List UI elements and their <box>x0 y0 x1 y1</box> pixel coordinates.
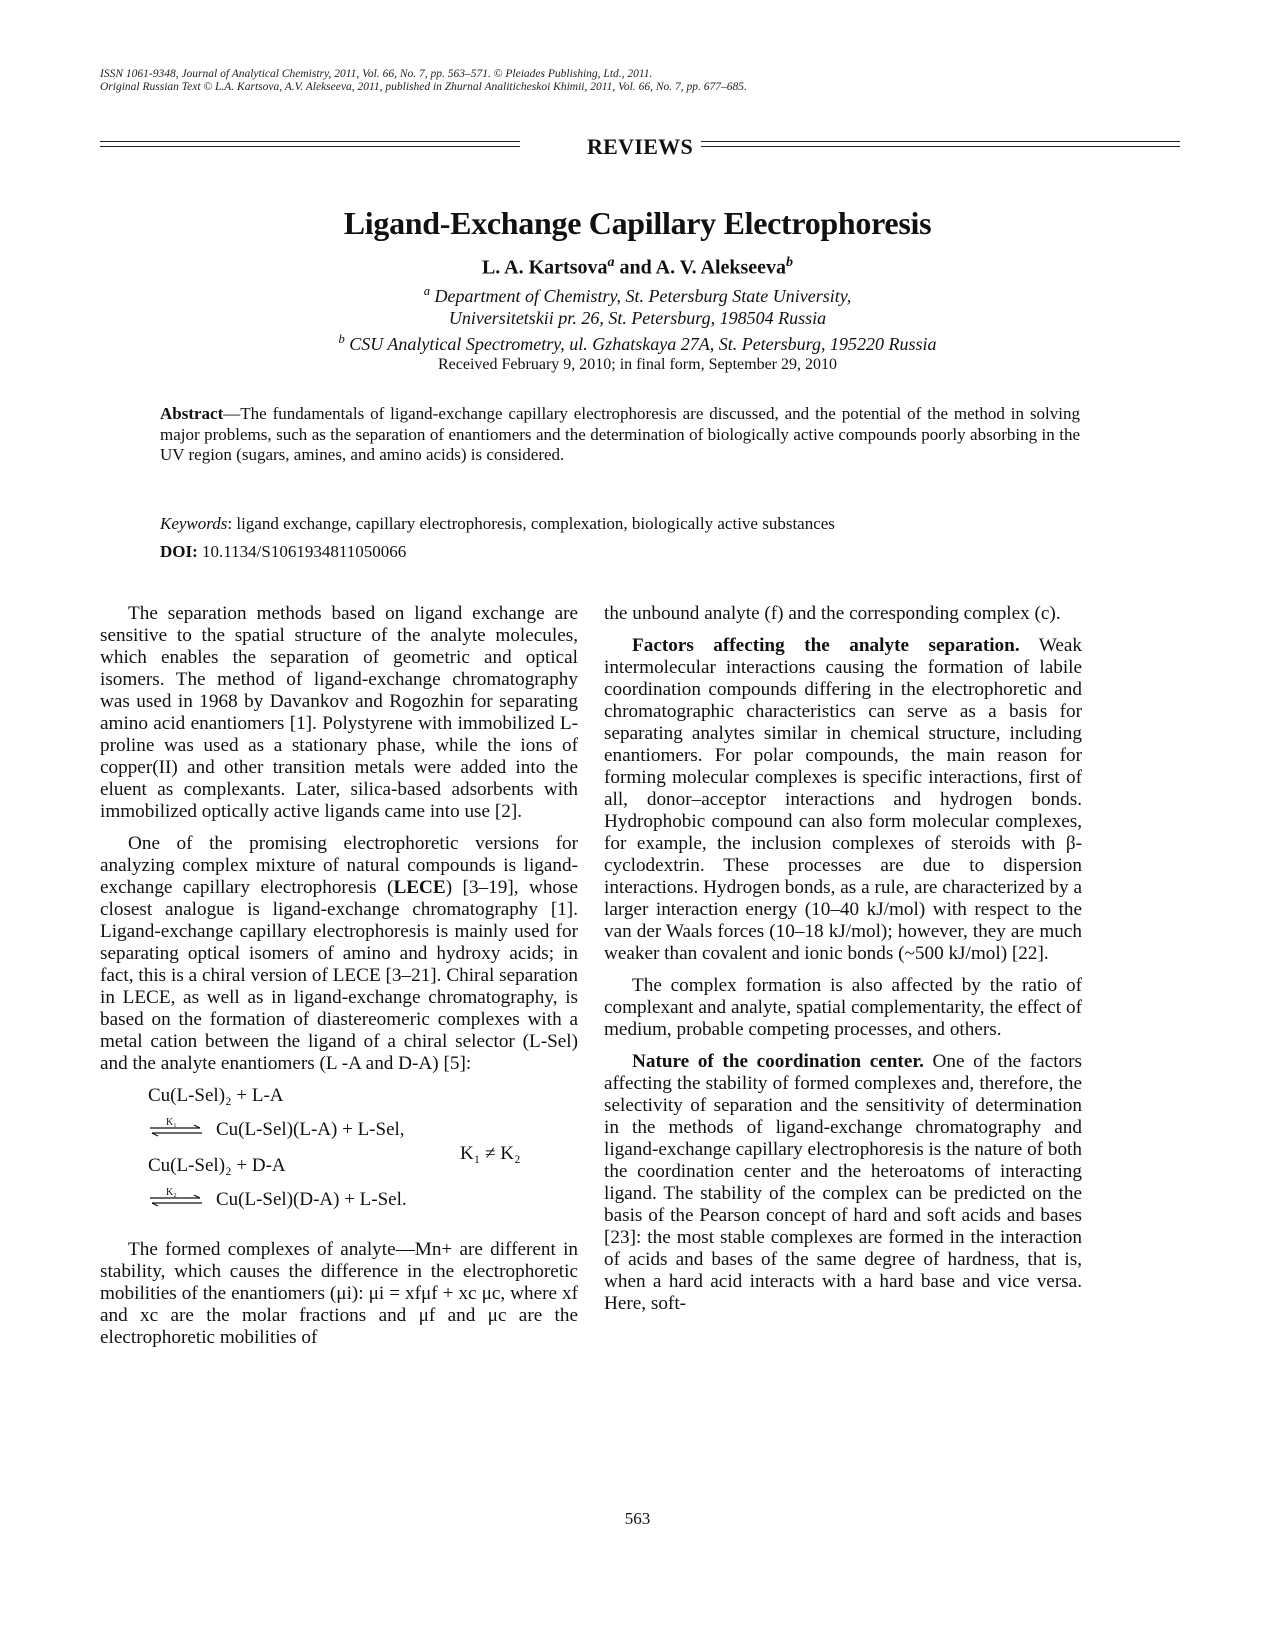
keywords-label: Keywords <box>160 514 228 533</box>
affiliation-b-mark: b <box>338 332 345 346</box>
double-rule-left <box>100 141 520 147</box>
affiliation-a-mark: a <box>423 284 430 298</box>
equilibrium-arrow-k2-icon <box>148 1186 204 1208</box>
affiliation-a-text: Department of Chemistry, St. Petersburg State University, <box>434 286 852 306</box>
paragraph-lece-part-2: ) [3–19], whose closest analogue is ligand-exchange chromatography [1]. Ligand-exchange capillary electrophoresis is mainly used for separating optical isomers of amino and hydroxy acids; in fact, this is a chiral version of LECE [3–21]. Chiral separation in LECE, as well as in ligand-exchange chromatography, is based on the formation of diastereomeric complexes with a metal cation between the ligand of a chiral selector (L-Sel) and the analyte enantiomers (L -A and D-A) [5]: <box>100 877 578 1074</box>
abstract <box>160 404 1080 466</box>
affiliation-a-line-2: Universitetskii pr. 26, St. Petersburg, 198504 Russia <box>448 308 827 328</box>
equation-line-1: Cu(L-Sel)₂ + L-A <box>148 1085 284 1106</box>
equilibrium-equation <box>100 1085 578 1227</box>
affiliation-b-line-1 <box>0 332 1275 355</box>
abstract-label: Abstract <box>160 404 224 423</box>
paragraph-continuation: the unbound analyte (f) and the corresponding complex (c). <box>604 603 1061 624</box>
equation-line-4-text: Cu(L-Sel)(D-A) + L-Sel. <box>216 1189 407 1210</box>
keywords-text: : ligand exchange, capillary electrophoresis, complexation, biologically active substances <box>227 514 835 533</box>
paragraph-coordination-center <box>604 1051 1082 1315</box>
paragraph-factors <box>604 635 1082 965</box>
paragraph-mobility: The formed complexes of analyte—Mn+ are different in stability, which causes the difference in the electrophoretic mobilities of the enantiomers (μi): μi = xfμf + xc μc, where xf and xc are the molar fractions and μf and μc are the electrophoretic mobilities of <box>100 1239 578 1348</box>
affiliation-a-line-1 <box>0 284 1275 307</box>
doi <box>160 542 406 562</box>
lece-abbreviation: LECE <box>393 877 446 898</box>
affiliation-b-text: CSU Analytical Spectrometry, ul. Gzhatskaya 27A, St. Petersburg, 195220 Russia <box>349 334 937 354</box>
author-first: L. A. Kartsova <box>481 256 608 279</box>
keywords <box>160 514 1120 534</box>
author-second: A. V. Alekseeva <box>655 256 787 279</box>
double-rule-right <box>652 141 1180 147</box>
equation-line-3: Cu(L-Sel)₂ + D-A <box>148 1155 286 1176</box>
received-dates: Received February 9, 2010; in final form, September 29, 2010 <box>437 356 837 373</box>
paragraph-lece <box>100 833 578 1075</box>
equilibrium-constant-k1: K₁ <box>166 1116 177 1128</box>
author-second-affiliation-mark: b <box>786 255 794 270</box>
section-title: REVIEWS <box>579 134 701 160</box>
paragraph-coordination-center-text: One of the factors affecting the stability of formed complexes and, therefore, the selectivity of separation and the sensitivity of determination in the methods of ligand-exchange chromatography and ligand-exchange capillary electrophoresis is the nature of both the coordination center and the heteroatoms of interacting ligand. The stability of the complex can be predicted on the basis of the Pearson concept of hard and soft acids and bases [23]: the most stable complexes are formed in the interaction of acids and bases of the same degree of hardness, that is, when a hard acid interacts with a hard base and vice versa. Here, soft- <box>604 1051 1082 1314</box>
header-line-2: Original Russian Text © L.A. Kartsova, A.V. Alekseeva, 2011, published in Zhurnal Analiticheskoi Khimii, 2011, Vol. 66, No. 7, pp. 677–685. <box>100 81 747 93</box>
equation-line-2 <box>148 1116 405 1141</box>
equation-line-2-text: Cu(L-Sel)(L-A) + L-Sel, <box>216 1119 405 1140</box>
body-column-right <box>604 603 1082 1325</box>
paragraph-factors-text: Weak intermolecular interactions causing the formation of labile coordination compounds differing in the electrophoretic and chromatographic characteristics can serve as a basis for separating analytes similar in chemical structure, including enantiomers. For polar compounds, the main reason for forming molecular complexes is specific interactions, first of all, donor–acceptor interactions and hydrogen bonds. Hydrophobic compound can also form molecular complexes, for example, the inclusion complexes of steroids with β-cyclodextrin. These processes are due to dispersion interactions. Hydrogen bonds, as a rule, are characterized by a larger interaction energy (10–40 kJ/mol) with respect to the van der Waals forces (10–18 kJ/mol); however, they are much weaker than covalent and ionic bonds (~500 kJ/mol) [22]. <box>604 635 1082 964</box>
author-list <box>0 255 1275 280</box>
paragraph-intro: The separation methods based on ligand exchange are sensitive to the spatial structure of the analyte molecules, which enables the separation of geometric and optical isomers. The method of ligand-exchange chromatography was used in 1968 by Davankov and Rogozhin for separating amino acid enantiomers [1]. Polystyrene with immobilized L-proline was used as a stationary phase, while the ions of copper(II) and other transition metals were added into the eluent as complexants. Later, silica-based adsorbents with immobilized optically active ligands came into use [2]. <box>100 603 578 822</box>
doi-label: DOI: <box>160 542 198 561</box>
heading-coordination-center: Nature of the coordination center. <box>632 1051 924 1072</box>
journal-header <box>100 68 747 94</box>
header-line-1: ISSN 1061-9348, Journal of Analytical Chemistry, 2011, Vol. 66, No. 7, pp. 563–571. © Pleiades Publishing, Ltd., 2011. <box>100 68 653 80</box>
equilibrium-arrow-k1-icon <box>148 1116 204 1138</box>
body-column-left <box>100 603 578 1359</box>
doi-value: 10.1134/S1061934811050066 <box>197 542 407 561</box>
author-first-affiliation-mark: a <box>607 255 615 270</box>
page-number: 563 <box>624 1509 651 1528</box>
author-conjunction: and <box>614 256 656 279</box>
abstract-text: —The fundamentals of ligand-exchange capillary electrophoresis are discussed, and the potential of the method in solving major problems, such as the separation of enantiomers and the determination of biologically active compounds poorly absorbing in the UV region (sugars, amines, and amino acids) is considered. <box>160 404 1080 464</box>
equilibrium-condition: K₁ ≠ K₂ <box>460 1143 521 1164</box>
paragraph-lece-part-1: One of the promising electrophoretic versions for analyzing complex mixture of natural compounds is ligand-exchange capillary electrophoresis ( <box>100 833 578 898</box>
equilibrium-constant-k2: K₂ <box>166 1186 177 1198</box>
heading-factors: Factors affecting the analyte separation. <box>632 635 1020 656</box>
section-bar <box>100 134 1180 158</box>
paper-title: Ligand-Exchange Capillary Electrophoresis <box>343 205 932 241</box>
equation-line-4 <box>148 1186 407 1211</box>
paragraph-complex-formation: The complex formation is also affected by the ratio of complexant and analyte, spatial complementarity, the effect of medium, probable competing processes, and others. <box>604 975 1082 1040</box>
